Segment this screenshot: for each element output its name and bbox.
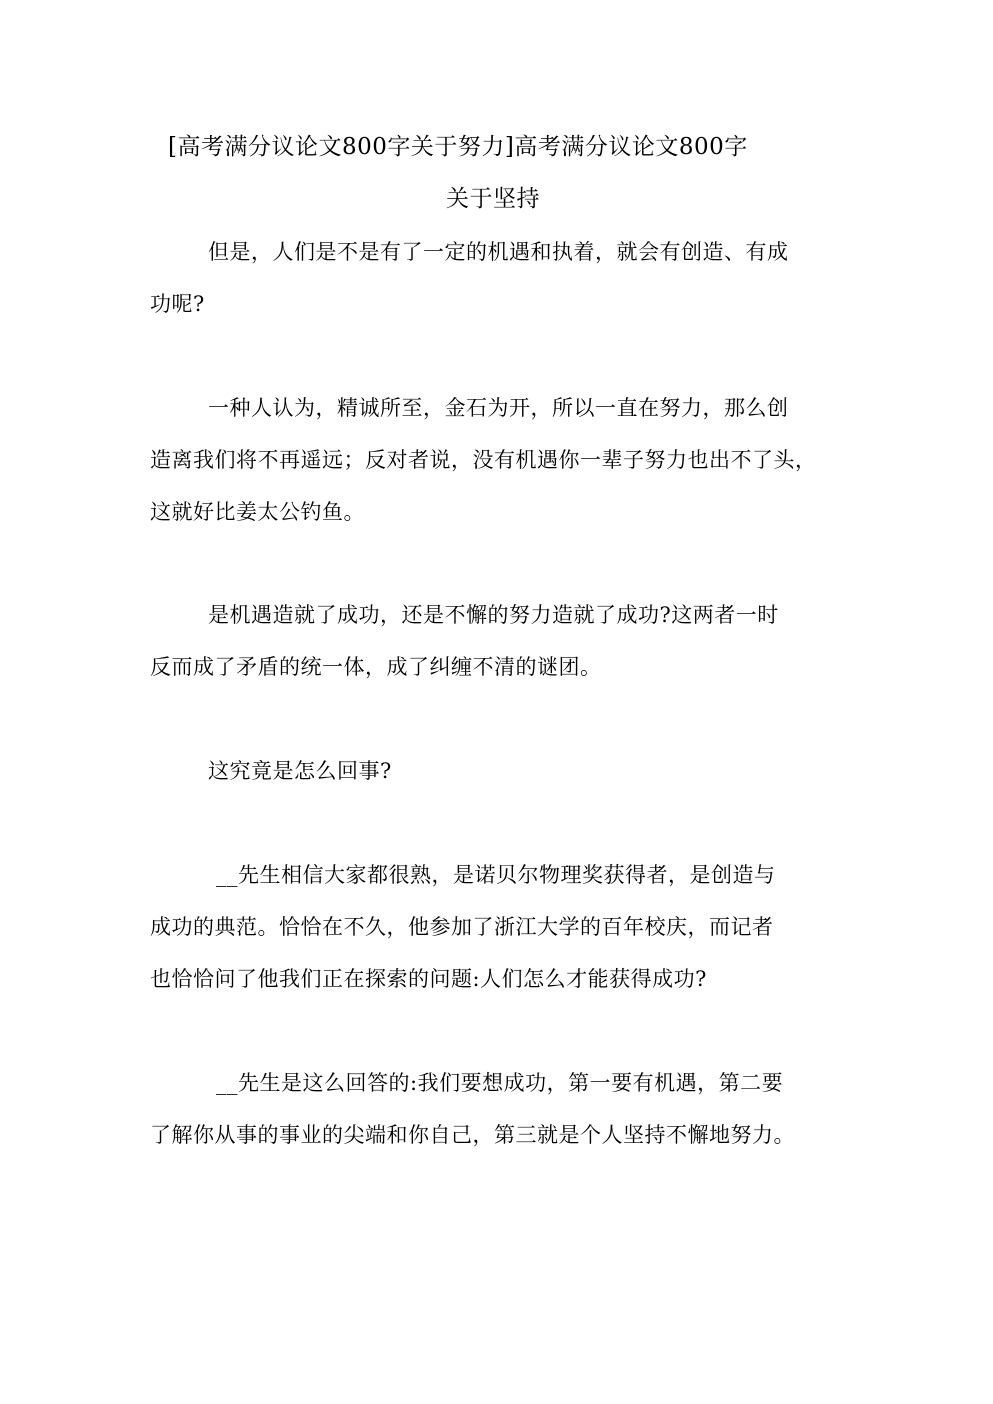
paragraph-6-line-2: 了解你从事的事业的尖端和你自己，第三就是个人坚持不懈地努力。 <box>150 1123 795 1147</box>
document-title-line-1: [高考满分议论文800字关于努力]高考满分议论文800字 <box>168 134 748 160</box>
paragraph-2-line-3: 这就好比姜太公钓鱼。 <box>150 500 365 524</box>
paragraph-5-line-3: 也恰恰问了他我们正在探索的问题:人们怎么才能获得成功? <box>150 967 707 991</box>
paragraph-2-line-2: 造离我们将不再遥远；反对者说，没有机遇你一辈子努力也出不了头， <box>150 448 817 472</box>
paragraph-4-line-1: 这究竟是怎么回事? <box>208 759 392 783</box>
paragraph-1-line-1: 但是，人们是不是有了一定的机遇和执着，就会有创造、有成 <box>208 240 789 264</box>
paragraph-2-line-1: 一种人认为，精诚所至，金石为开，所以一直在努力，那么创 <box>208 396 789 420</box>
paragraph-5-line-2: 成功的典范。恰恰在不久，他参加了浙江大学的百年校庆，而记者 <box>150 915 774 939</box>
document-title-line-2: 关于坚持 <box>446 186 540 212</box>
paragraph-3-line-2: 反而成了矛盾的统一体，成了纠缠不清的谜团。 <box>150 655 602 679</box>
paragraph-1-line-2: 功呢? <box>150 292 205 316</box>
paragraph-6-line-1: __先生是这么回答的:我们要想成功，第一要有机遇，第二要 <box>216 1071 784 1095</box>
paragraph-5-line-1: __先生相信大家都很熟，是诺贝尔物理奖获得者，是创造与 <box>216 863 776 887</box>
paragraph-3-line-1: 是机遇造就了成功，还是不懈的努力造就了成功?这两者一时 <box>208 603 779 627</box>
